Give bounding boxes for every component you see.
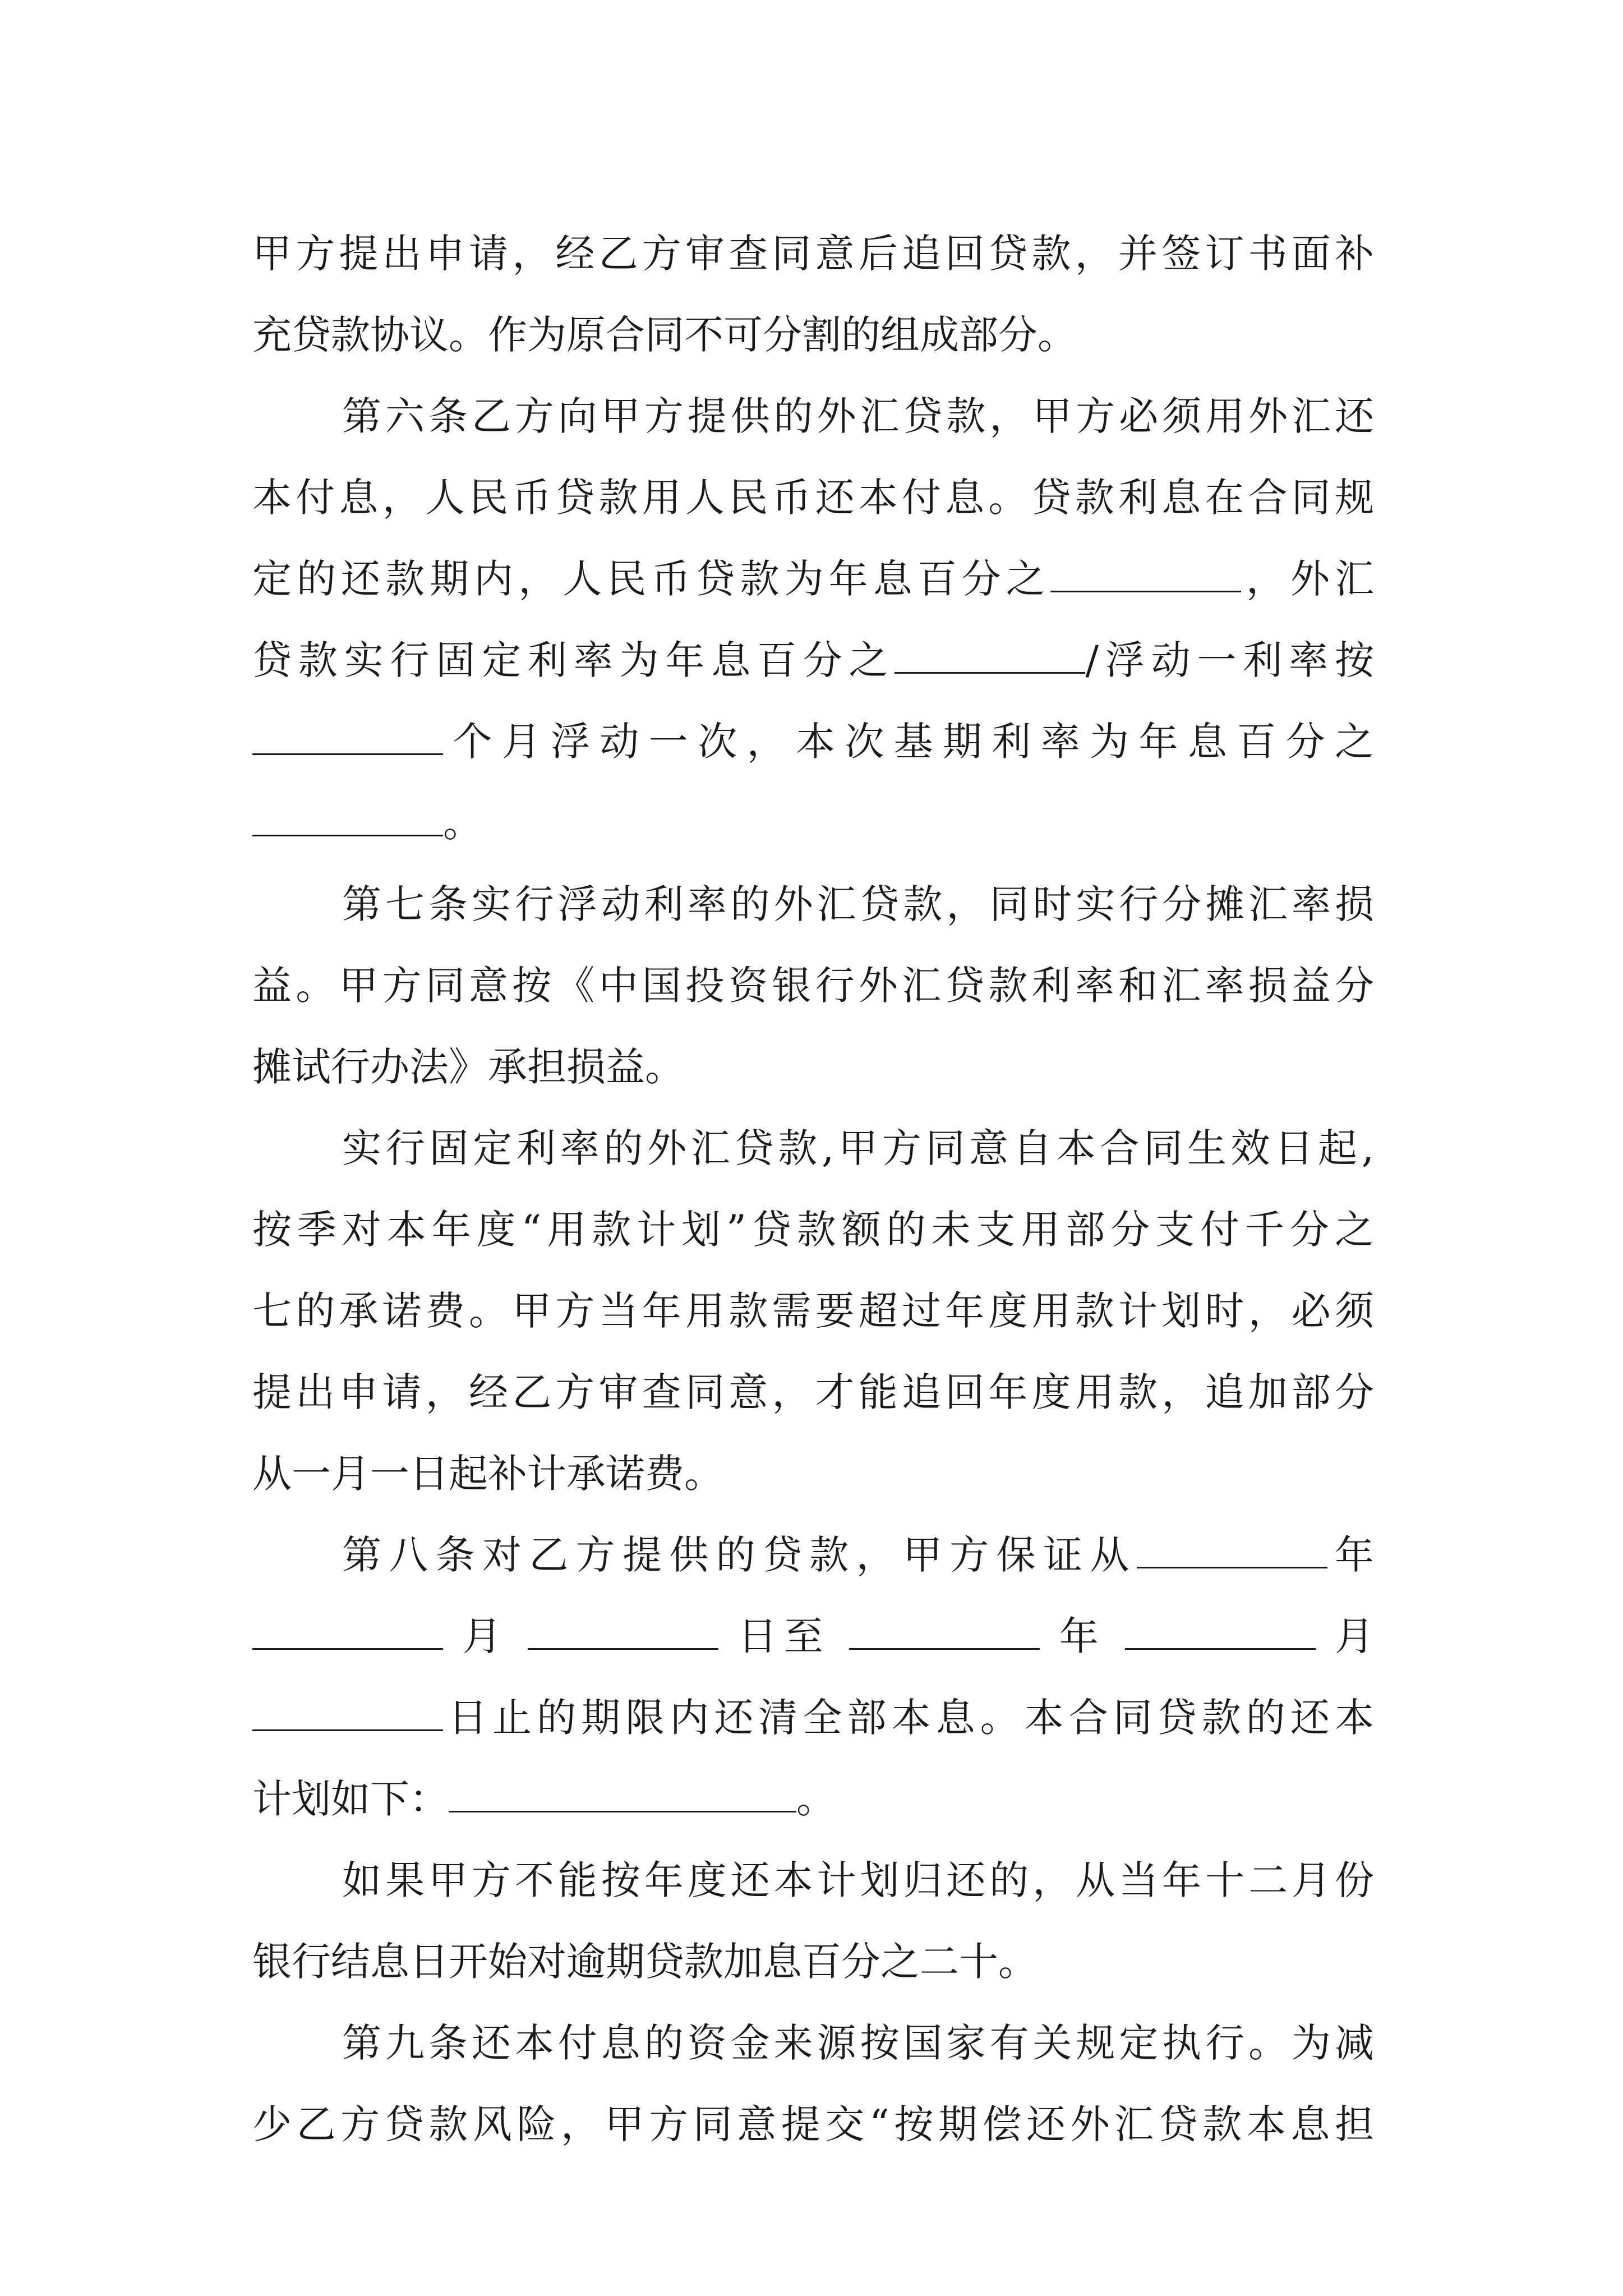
line-text: 年 [1059, 1613, 1106, 1659]
paragraph-line [252, 539, 1374, 620]
paragraph-line: 从一月一日起补计承诺费。 [252, 1451, 723, 1497]
fill-in-blank [849, 1614, 1040, 1650]
paragraph-line: 本付息，人民币贷款用人民币还本付息。贷款利息在合同规 [252, 475, 1374, 521]
paragraph-line: 甲方提出申请，经乙方审查同意后追回贷款，并签订书面补 [252, 231, 1374, 277]
paragraph-line: 第七条实行浮动利率的外汇贷款，同时实行分摊汇率损 [342, 881, 1374, 927]
fill-in-blank [1137, 1533, 1327, 1568]
paragraph-line: 摊试行办法》承担损益。 [252, 1044, 684, 1090]
fill-in-blank [449, 1777, 796, 1812]
fill-in-blank [252, 1614, 443, 1650]
fill-in-blank [1050, 557, 1241, 592]
line-text: 月 [1334, 1613, 1374, 1659]
line-text: 年 [1327, 1532, 1375, 1578]
fill-in-blank [252, 1696, 443, 1731]
paragraph-line: 充贷款协议。作为原合同不可分割的组成部分。 [252, 312, 1077, 358]
paragraph-line [252, 1515, 1374, 1596]
line-text: 。 [443, 800, 482, 846]
fill-in-blank [252, 720, 443, 755]
fill-in-blank [528, 1614, 718, 1650]
paragraph-line: 益。甲方同意按《中国投资银行外汇贷款利率和汇率损益分 [252, 963, 1374, 1009]
fill-in-blank [252, 801, 443, 836]
line-text: 月 [462, 1613, 509, 1659]
paragraph-line [252, 701, 1374, 783]
paragraph-line: 少乙方贷款风险，甲方同意提交“按期偿还外汇贷款本息担 [252, 2101, 1374, 2147]
paragraph-line [252, 620, 1374, 701]
paragraph-line: 银行结息日开始对逾期贷款加息百分之二十。 [252, 1939, 1038, 1985]
line-text: 个月浮动一次，本次基期利率为年息百分之 [443, 719, 1374, 765]
paragraph-line: 按季对本年度“用款计划”贷款额的未支用部分支付千分之 [252, 1207, 1374, 1253]
line-text: /浮动一利率按 [1085, 637, 1374, 683]
line-text: 。 [796, 1776, 836, 1822]
paragraph-line: 第九条还本付息的资金来源按国家有关规定执行。为减 [342, 2020, 1374, 2066]
line-text: ，外汇 [1241, 556, 1375, 602]
line-text: 贷款实行固定利率为年息百分之 [252, 637, 895, 683]
paragraph-line [252, 1677, 1374, 1759]
paragraph-line [252, 1759, 1374, 1840]
paragraph-line: 第六条乙方向甲方提供的外汇贷款，甲方必须用外汇还 [342, 393, 1374, 439]
line-text: 第八条对乙方提供的贷款，甲方保证从 [342, 1532, 1137, 1578]
line-text: 计划如下： [252, 1776, 449, 1822]
paragraph-line: 如果甲方不能按年度还本计划归还的，从当年十二月份 [342, 1857, 1374, 1903]
fill-in-blank [1125, 1614, 1316, 1650]
paragraph-line [252, 1596, 1374, 1677]
paragraph-line: 七的承诺费。甲方当年用款需要超过年度用款计划时，必须 [252, 1288, 1374, 1334]
line-text: 日止的期限内还清全部本息。本合同贷款的还本 [443, 1695, 1374, 1741]
document-body [252, 213, 1374, 2165]
line-text: 日至 [737, 1613, 830, 1659]
paragraph-line: 实行固定利率的外汇贷款,甲方同意自本合同生效日起, [342, 1125, 1374, 1171]
line-text: 定的还款期内，人民币贷款为年息百分之 [252, 556, 1050, 602]
fill-in-blank [895, 638, 1085, 674]
paragraph-line [252, 783, 1374, 864]
paragraph-line: 提出申请，经乙方审查同意，才能追回年度用款，追加部分 [252, 1369, 1374, 1415]
